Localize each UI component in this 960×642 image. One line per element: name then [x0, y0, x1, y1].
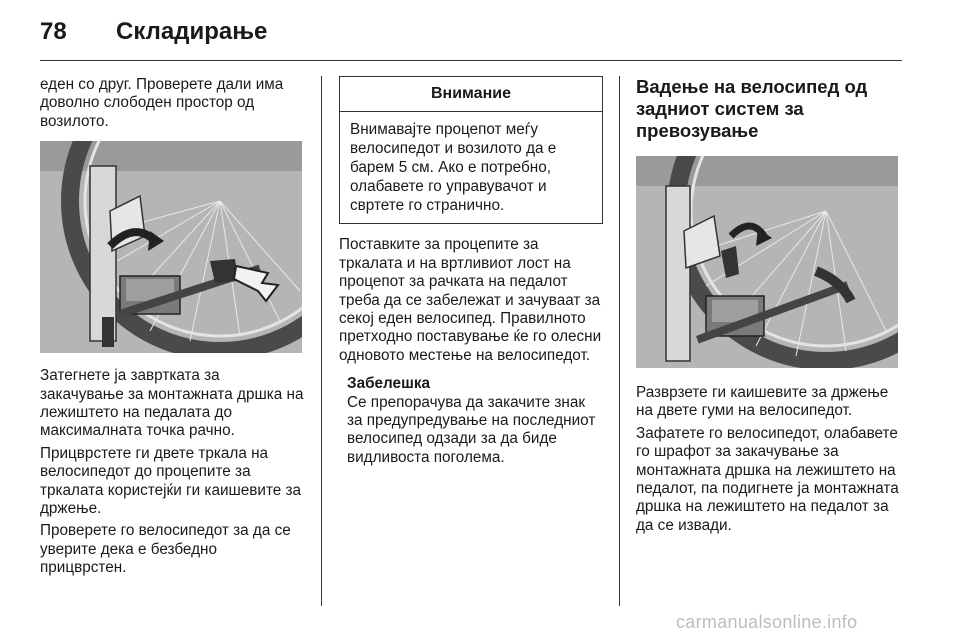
column-3: [636, 76, 902, 539]
header-divider: [40, 60, 902, 61]
warning-title: Внимание: [340, 77, 602, 112]
section-title: Вадење на велосипед од задниот систем за превозување: [636, 76, 868, 141]
bike-mount-illustration-1: [40, 141, 302, 353]
page-header: [40, 14, 902, 54]
paragraph-release-straps: Разврзете ги каишевите за држење на двете гуми на велосипедот.: [636, 384, 889, 420]
warning-text: Внимавајте процепот меѓу велосипедот и возилото да е барем 5 см. Ако е потребно, олабавете го управувачот и свртете го странично.: [350, 121, 557, 215]
site-watermark: carmanualsonline.info: [676, 612, 858, 632]
column-divider-1: [321, 76, 322, 606]
paragraph-remove-bike: Зафатете го велосипедот, олабавете го шрафот за закачување за монтажната дршка на лежиштето на педалот, па подигнете ја монтажната дршка на лежиштето на педалот за да се извади.: [636, 424, 899, 534]
note-title: Забелешка: [347, 375, 430, 393]
bike-mount-illustration-2: [636, 156, 898, 368]
paragraph-attach-wheels: Прицврстете ги двете тркала на велосипедот до процепите за тркалата користејќи ги каишевите за држење.: [40, 444, 302, 518]
intro-paragraph: еден со друг. Проверете дали има доволно слободен простор од возилото.: [40, 76, 284, 130]
note-text: Се препорачува да закачите знак за предупредување на последниот велосипед одзади за да биде видливоста поголема.: [347, 393, 596, 466]
warning-box: [339, 76, 603, 224]
column-divider-2: [619, 76, 620, 606]
column-1: [40, 76, 306, 582]
page-number: 78: [40, 18, 67, 45]
paragraph-settings: Поставките за процепите за тркалата и на вртливиот лост на процепот за рачката на педалот треба да се забележат и зачуваат за секој еден велосипед. Правилното претходно поставување ќе го олесни одновото местење на велосипедот.: [339, 236, 602, 364]
paragraph-check-bike: Проверете го велосипедот за да се уверите дека е безбедно прицврстен.: [40, 522, 291, 577]
column-2: [339, 76, 603, 467]
chapter-title: Складирање: [116, 18, 268, 45]
note-block: [339, 375, 603, 467]
paragraph-tighten-screw: Затегнете ја завртката за закачување за монтажната дршка на лежиштето на педалата до максималната точка рачно.: [40, 367, 304, 440]
